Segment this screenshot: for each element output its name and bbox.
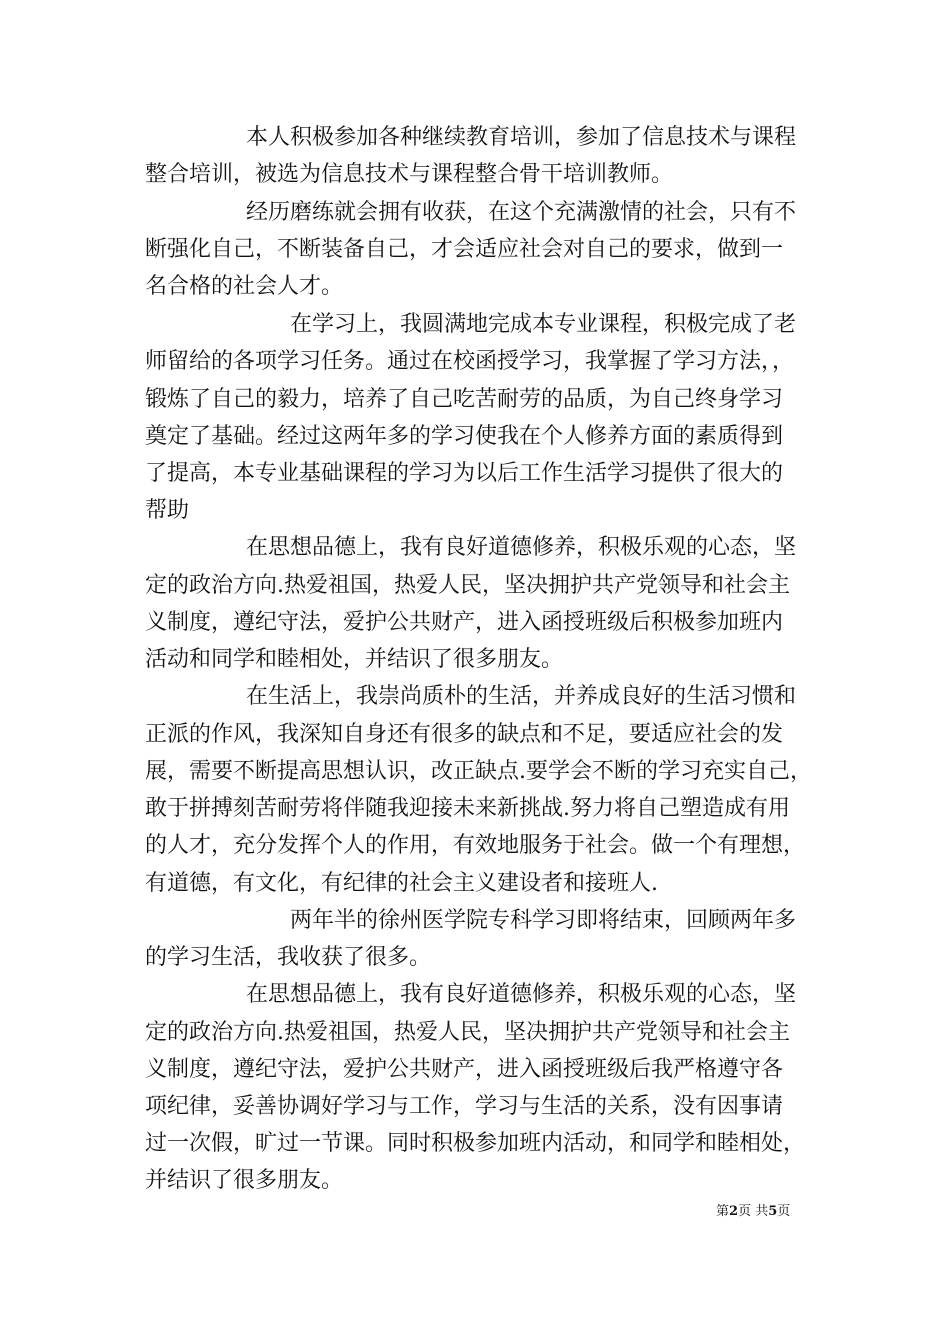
footer-prefix: 第 [716,1204,730,1219]
paragraph-3-line-1: 在学习上，我圆满地完成本专业课程，积极完成了老 [290,312,797,337]
footer-current-page: 2 [729,1204,739,1219]
paragraph-3-line-6: 帮助 [145,498,190,523]
footer-suffix: 页 [777,1204,791,1219]
paragraph-7-line-1: 在思想品德上，我有良好道德修养，积极乐观的心态，坚 [246,982,797,1007]
paragraph-7-line-5: 过一次假，旷过一节课。同时积极参加班内活动，和同学和睦相处， [145,1131,806,1156]
paragraph-1-line-1: 本人积极参加各种继续教育培训，参加了信息技术与课程 [246,125,797,150]
paragraph-5-line-5: 的人才，充分发挥个人的作用，有效地服务于社会。做一个有理想， [145,833,806,858]
paragraph-7-line-2: 定的政治方向.热爱祖国，热爱人民，坚决拥护共产党领导和社会主 [145,1020,790,1045]
paragraph-5-line-1: 在生活上，我崇尚质朴的生活，并养成良好的生活习惯和 [246,684,797,709]
paragraph-3-line-4: 奠定了基础。经过这两年多的学习使我在个人修养方面的素质得到 [145,424,784,449]
paragraph-2-line-3: 名合格的社会人才。 [145,274,344,299]
page-number-footer [716,1203,790,1221]
paragraph-1-line-2: 整合培训，被选为信息技术与课程整合骨干培训教师。 [145,162,674,187]
paragraph-2-line-1: 经历磨练就会拥有收获，在这个充满激情的社会，只有不 [246,200,797,225]
footer-middle: 页 共 [738,1204,769,1219]
paragraph-7-line-4: 项纪律，妥善协调好学习与工作，学习与生活的关系，没有因事请 [145,1094,784,1119]
paragraph-4-line-3: 义制度，遵纪守法，爱护公共财产，进入函授班级后积极参加班内 [145,610,784,635]
paragraph-3-line-3: 锻炼了自己的毅力，培养了自己吃苦耐劳的品质，为自己终身学习 [145,387,784,412]
paragraph-2-line-2: 断强化自己，不断装备自己，才会适应社会对自己的要求，做到一 [145,237,784,262]
paragraph-7-line-3: 义制度，遵纪守法，爱护公共财产，进入函授班级后我严格遵守各 [145,1057,784,1082]
paragraph-5-line-4: 敢于拼搏刻苦耐劳将伴随我迎接未来新挑战.努力将自己塑造成有用 [145,796,790,821]
paragraph-4-line-1: 在思想品德上，我有良好道德修养，积极乐观的心态，坚 [246,535,797,560]
paragraph-7-line-6: 并结识了很多朋友。 [145,1168,344,1193]
paragraph-6-line-2: 的学习生活，我收获了很多。 [145,945,432,970]
paragraph-3-line-5: 了提高，本专业基础课程的学习为以后工作生活学习提供了很大的 [145,461,784,486]
paragraph-4-line-4: 活动和同学和睦相处，并结识了很多朋友。 [145,647,564,672]
paragraph-5-line-3: 展，需要不断提高思想认识，改正缺点.要学会不断的学习充实自己， [145,759,812,784]
paragraph-5-line-6: 有道德，有文化，有纪律的社会主义建设者和接班人. [145,871,658,896]
paragraph-4-line-2: 定的政治方向.热爱祖国，热爱人民，坚决拥护共产党领导和社会主 [145,573,790,598]
paragraph-5-line-2: 正派的作风，我深知自身还有很多的缺点和不足，要适应社会的发 [145,722,784,747]
footer-total-pages: 5 [768,1204,778,1219]
paragraph-6-line-1: 两年半的徐州医学院专科学习即将结束，回顾两年多 [290,908,797,933]
paragraph-3-line-2: 师留给的各项学习任务。通过在校函授学习，我掌握了学习方法，， [145,349,795,374]
